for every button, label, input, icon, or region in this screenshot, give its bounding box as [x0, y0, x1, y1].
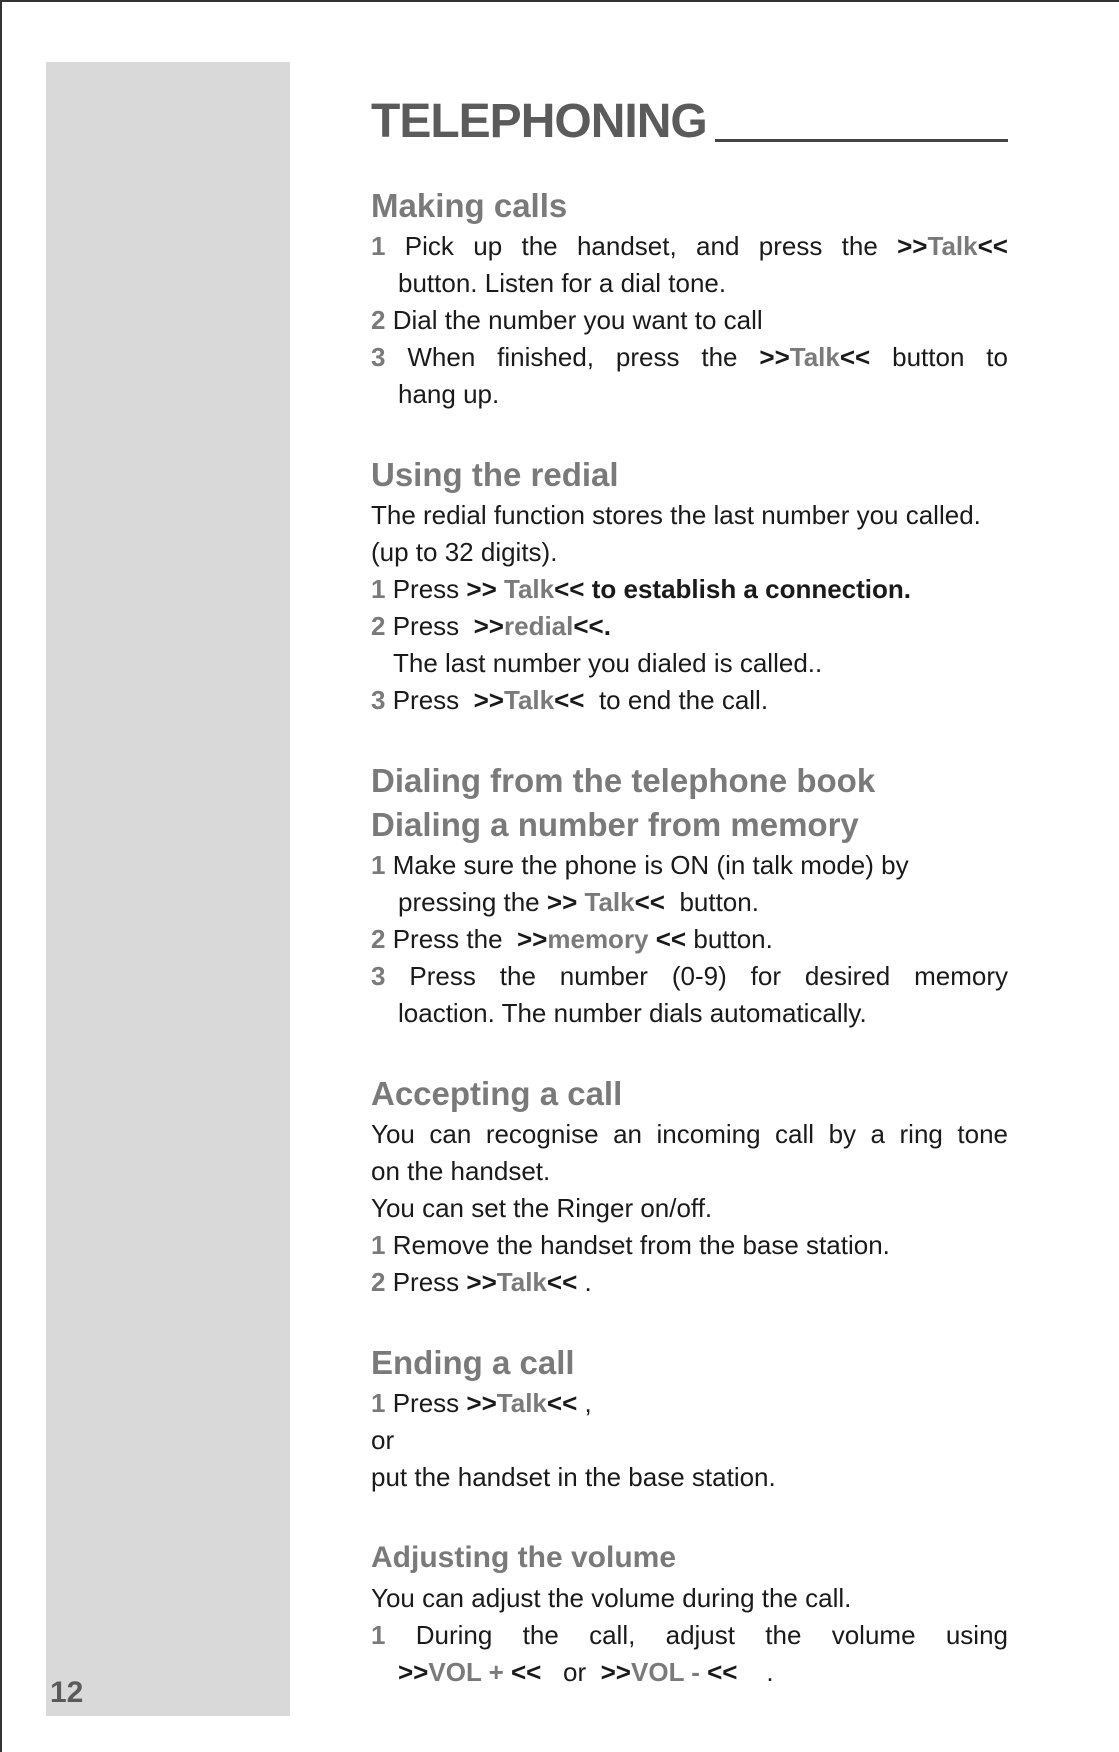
redial-intro-1: The redial function stores the last number you called. — [371, 500, 981, 530]
step-1-cont: >>VOL + << or >>VOL - << . — [398, 1657, 774, 1687]
step-2: 2 Press the >>memory << button. — [371, 924, 773, 954]
step-2: 2 Press >>redial<<. — [371, 611, 611, 641]
heading-accepting-call: Accepting a call — [371, 1075, 623, 1112]
step-2: 2 Dial the number you want to call — [371, 305, 763, 335]
heading-volume: Adjusting the volume — [371, 1541, 677, 1574]
step-1: 1 During the call, adjust the volume using — [371, 1620, 1008, 1650]
sidebar-panel — [46, 62, 290, 1716]
step-1-cont: button. Listen for a dial tone. — [398, 268, 727, 298]
step-2: 2 Press >>Talk<< . — [371, 1267, 592, 1297]
page-border-left — [0, 0, 2, 1752]
step-3: 3 Press >>Talk<< to end the call. — [371, 685, 769, 715]
ending-or: or — [371, 1425, 395, 1455]
accepting-intro-3: You can set the Ringer on/off. — [371, 1193, 713, 1223]
section-making-calls — [371, 184, 1008, 413]
step-1: 1 Make sure the phone is ON (in talk mode) by — [371, 850, 909, 880]
step-1: 1 Press >>Talk<< , — [371, 1388, 592, 1418]
step-1-cont: pressing the >> Talk<< button. — [398, 887, 759, 917]
page-title: TELEPHONING — [371, 95, 707, 148]
step-3: 3 When finished, press the >>Talk<< button to — [371, 342, 1008, 372]
step-1: 1 Press >> Talk<< to establish a connection. — [371, 574, 912, 604]
volume-intro: You can adjust the volume during the call. — [371, 1583, 852, 1613]
step-3-cont: hang up. — [398, 379, 500, 409]
page-title-row — [371, 86, 1008, 146]
accepting-intro-2: on the handset. — [371, 1156, 551, 1186]
section-ending-call — [371, 1341, 1008, 1496]
step-1: 1 Remove the handset from the base station. — [371, 1230, 890, 1260]
section-redial — [371, 453, 1008, 719]
step-3-cont: loaction. The number dials automatically. — [398, 998, 867, 1028]
section-telephone-book — [371, 759, 1008, 1032]
step-2-cont: The last number you dialed is called.. — [393, 648, 823, 678]
heading-telephone-book: Dialing from the telephone book — [371, 762, 876, 799]
page-border-top — [0, 0, 1119, 2]
heading-ending-call: Ending a call — [371, 1344, 575, 1381]
step-3: 3 Press the number (0-9) for desired memory — [371, 961, 1008, 991]
page-content — [371, 86, 1008, 1691]
section-volume — [371, 1536, 1008, 1691]
accepting-intro-1: You can recognise an incoming call by a ring tone — [371, 1119, 1008, 1149]
heading-redial: Using the redial — [371, 456, 619, 493]
section-accepting-call — [371, 1072, 1008, 1301]
title-underline — [715, 139, 1008, 142]
heading-making-calls: Making calls — [371, 187, 568, 224]
heading-dial-memory: Dialing a number from memory — [371, 806, 859, 843]
redial-intro-2: (up to 32 digits). — [371, 537, 558, 567]
ending-alt: put the handset in the base station. — [371, 1462, 776, 1492]
page-number: 12 — [50, 1676, 84, 1709]
step-1: 1 Pick up the handset, and press the >>Talk<< — [371, 231, 1008, 261]
